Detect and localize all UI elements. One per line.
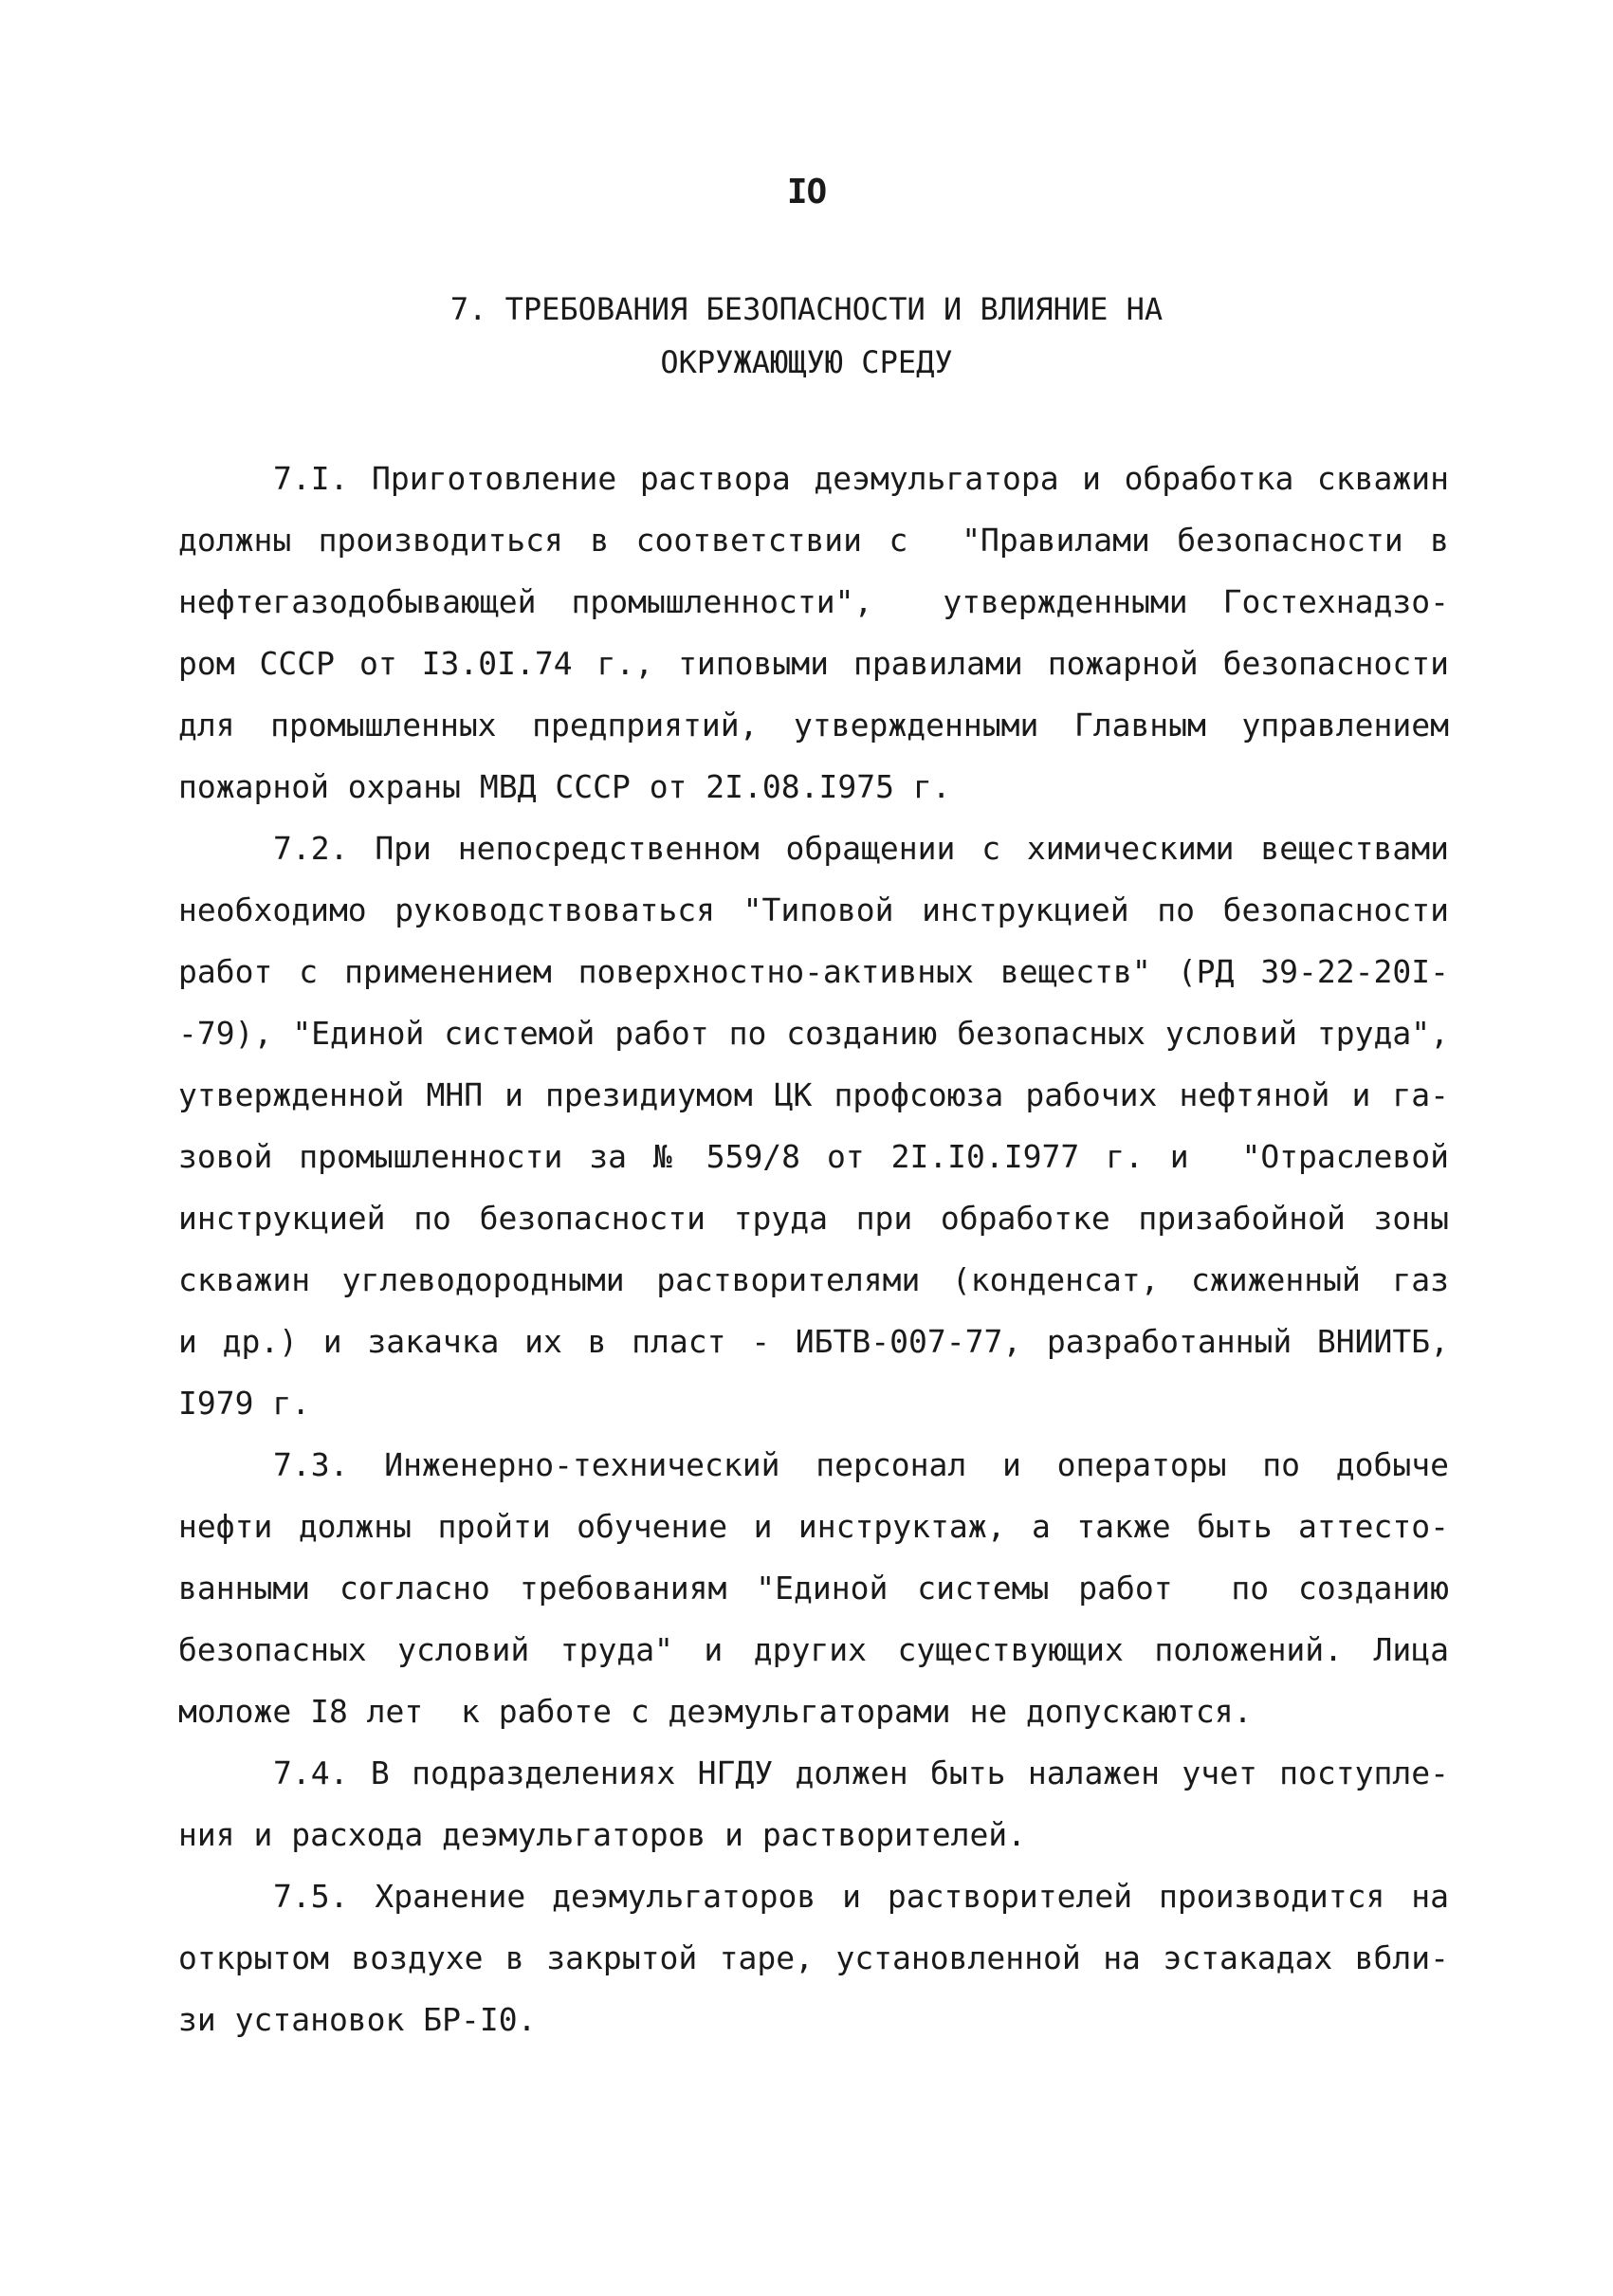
text-line: 7.4. В подразделениях НГДУ должен быть налажен учет поступле- xyxy=(273,1754,1449,1791)
section-title-line-2: ОКРУЖАЮЩУЮ СРЕДУ xyxy=(660,344,953,380)
paragraph-7-2 xyxy=(178,817,1449,1434)
paragraph-7-4 xyxy=(178,1742,1449,1865)
text-line: ванными согласно требованиям "Единой системы работ по созданию xyxy=(178,1570,1449,1607)
text-line: ния и расхода деэмульгаторов и растворителей. xyxy=(178,1816,1027,1853)
text-line: безопасных условий труда" и других существующих положений. Лица xyxy=(178,1631,1449,1668)
text-line: утвержденной МНП и президиумом ЦК профсоюза рабочих нефтяной и га- xyxy=(178,1076,1449,1113)
section-title-line-1: 7. ТРЕБОВАНИЯ БЕЗОПАСНОСТИ И ВЛИЯНИЕ НА xyxy=(449,291,1164,327)
text-line: работ с применением поверхностно-активных веществ" (РД 39-22-20I- xyxy=(178,953,1449,990)
body-text xyxy=(178,448,1449,2050)
section-title xyxy=(0,283,1613,389)
text-line: 7.5. Хранение деэмульгаторов и растворителей производится на xyxy=(273,1878,1449,1915)
text-line: и др.) и закачка их в пласт - ИБТВ-007-77, разработанный ВНИИТБ, xyxy=(178,1323,1449,1360)
text-line: нефти должны пройти обучение и инструктаж, а также быть аттесто- xyxy=(178,1508,1449,1545)
page-number: IO xyxy=(786,173,827,211)
text-line: зи установок БР-I0. xyxy=(178,2001,537,2038)
paragraph-7-5 xyxy=(178,1865,1449,2050)
text-line: пожарной охраны МВД СССР от 2I.08.I975 г. xyxy=(178,768,951,805)
text-line: 7.2. При непосредственном обращении с химическими веществами xyxy=(273,830,1449,867)
text-line: скважин углеводородными растворителями (конденсат, сжиженный газ xyxy=(178,1261,1449,1298)
text-line: нефтегазодобывающей промышленности", утвержденными Гостехнадзо- xyxy=(178,583,1449,620)
text-line: ром СССР от I3.0I.74 г., типовыми правилами пожарной безопасности xyxy=(178,645,1449,682)
paragraph-7-3 xyxy=(178,1434,1449,1742)
text-line: открытом воздухе в закрытой таре, установленной на эстакадах вбли- xyxy=(178,1939,1449,1976)
text-line: I979 г. xyxy=(178,1385,311,1422)
text-line: зовой промышленности за № 559/8 от 2I.I0.I977 г. и "Отраслевой xyxy=(178,1138,1449,1175)
text-line: -79), "Единой системой работ по созданию безопасных условий труда", xyxy=(178,1015,1449,1052)
text-line: для промышленных предприятий, утвержденными Главным управлением xyxy=(178,707,1449,744)
paragraph-7-1 xyxy=(178,448,1449,817)
text-line: 7.I. Приготовление раствора деэмульгатора и обработка скважин xyxy=(273,460,1449,497)
text-line: моложе I8 лет к работе с деэмульгаторами не допускаются. xyxy=(178,1693,1253,1730)
text-line: должны производиться в соответствии с "Правилами безопасности в xyxy=(178,522,1449,559)
text-line: 7.3. Инженерно-технический персонал и операторы по добыче xyxy=(273,1446,1449,1483)
text-line: инструкцией по безопасности труда при обработке призабойной зоны xyxy=(178,1200,1449,1237)
text-line: необходимо руководствоваться "Типовой инструкцией по безопасности xyxy=(178,891,1449,928)
